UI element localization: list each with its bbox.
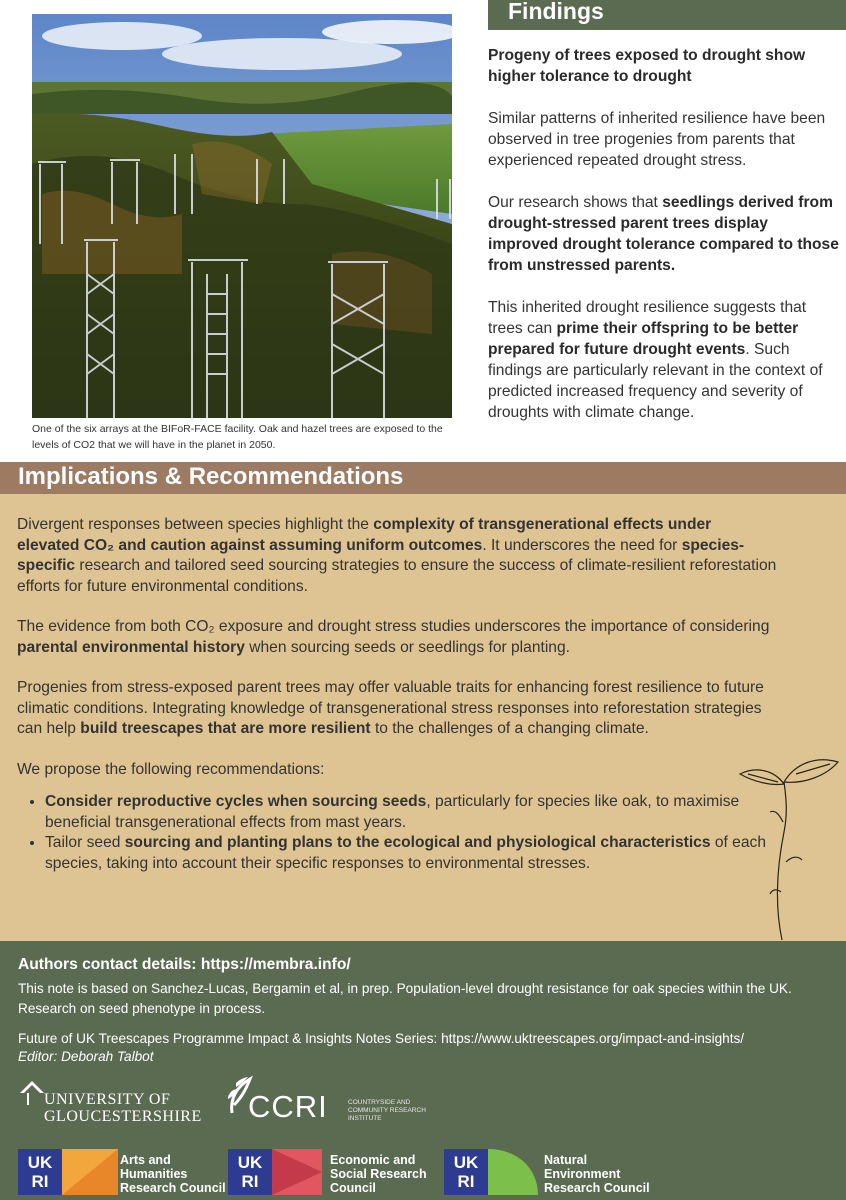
university-of-gloucestershire-logo [18,1077,202,1127]
findings-headline: Progeny of trees exposed to drought show higher tolerance to drought [488,47,806,85]
nerc-accent-shape [488,1149,538,1195]
ccri-wordmark: CCRI [248,1089,328,1124]
ug-wordmark: UNIVERSITY OF GLOUCESTERSHIRE [44,1091,202,1125]
forest-photo [32,14,452,418]
series-link[interactable]: Future of UK Treescapes Programme Impact & Insights Notes Series: https://www.uktreescapes.org/impact-and-insights/ [18,1031,745,1046]
ukri-mark: UK RI [228,1149,272,1195]
nerc-label: Natural Environment Research Council [544,1153,650,1195]
implications-title: Implications & Recommendations [18,463,404,490]
ahrc-label: Arts and Humanities Research Council [120,1153,226,1195]
implications-paragraph-2: The evidence from both CO₂ exposure and drought stress studies underscores the importance of considering parental environmental history when sourcing seeds or seedlings for planting. [17,618,770,656]
photo-caption: One of the six arrays at the BIFoR-FACE facility. Oak and hazel trees are exposed to the levels of CO2 that we will have in the planet in 2050. [32,423,443,451]
recommendations-intro: We propose the following recommendations: [17,760,325,778]
sprout-illustration [734,752,844,942]
footer [0,941,846,1200]
implications-section [0,494,846,941]
implications-header [0,462,846,494]
editor-credit: Editor: Deborah Talbot [18,1049,154,1064]
source-note: This note is based on Sanchez-Lucas, Bergamin et al, in prep. Population-level drought resistance for oak species within the UK. Research on seed phenotype in process. [18,981,792,1016]
implications-paragraph-3: Progenies from stress-exposed parent trees may offer valuable traits for enhancing forest resilience to future climatic conditions. Integrating knowledge of transgenerational stress responses into reforestation strategies can help build treescapes that are more resilient to the challenges of a changing climate. [17,679,764,737]
nerc-logo [444,1149,654,1195]
findings-paragraph-2: Our research shows that seedlings derived from drought-stressed parent trees display improved drought tolerance compared to those from unstressed parents. [488,194,839,274]
ukri-mark: UK RI [444,1149,488,1195]
findings-header [488,0,846,30]
ccri-logo [226,1075,446,1125]
ccri-subtitle: COUNTRYSIDE AND COMMUNITY RESEARCH INSTITUTE [348,1099,426,1122]
authors-contact-link[interactable]: Authors contact details: https://membra.info/ [18,956,351,973]
esrc-logo [228,1149,428,1195]
recommendations-list [45,792,777,874]
findings-title: Findings [508,0,604,24]
recommendation-item: • Consider reproductive cycles when sourcing seeds, particularly for species like oak, to maximise beneficial transgenerational effects from mast years. [45,792,777,833]
implications-paragraph-1: Divergent responses between species highlight the complexity of transgenerational effects under elevated CO₂ and caution against assuming uniform outcomes. It underscores the need for species-specific research and tailored seed sourcing strategies to ensure the success of climate-resilient reforestation efforts for future environmental conditions. [17,516,777,595]
findings-body [488,45,840,444]
recommendation-item: • Tailor seed sourcing and planting plans to the ecological and physiological characteristics of each species, taking into account their specific responses to environmental stresses. [45,833,777,874]
ahrc-accent-shape [62,1149,118,1195]
esrc-accent-shape [272,1149,322,1195]
findings-paragraph-1: Similar patterns of inherited resilience have been observed in tree progenies from parents that experienced repeated drought stress. [488,110,826,169]
ukri-mark: UK RI [18,1149,62,1195]
ahrc-logo [18,1149,226,1195]
findings-paragraph-3: This inherited drought resilience suggests that trees can prime their offspring to be better prepared for future drought events. Such findings are particularly relevant in the context of predicted increased frequency and severity of droughts with climate change. [488,299,823,421]
esrc-label: Economic and Social Research Council [330,1153,427,1195]
implications-text [17,515,777,874]
